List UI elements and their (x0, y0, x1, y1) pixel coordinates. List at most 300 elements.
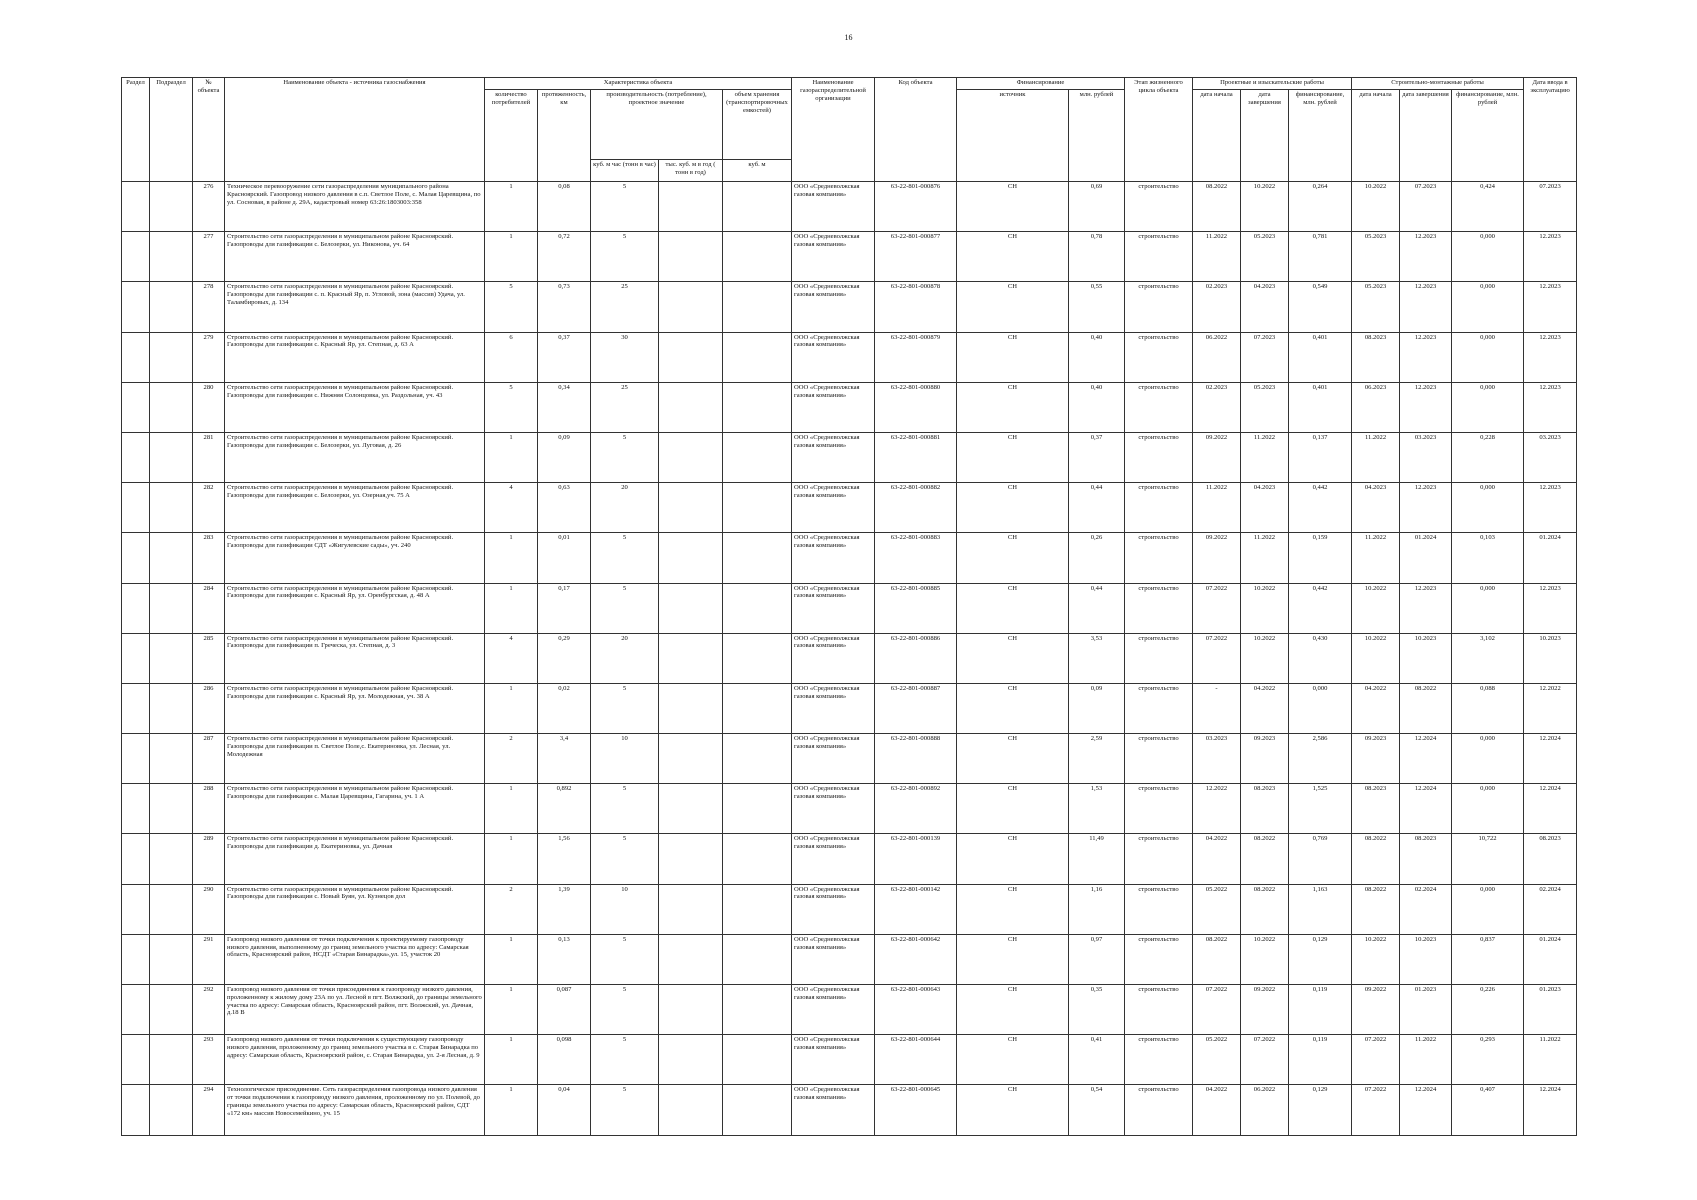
cell-org: ООО «Средневолжская газовая компания» (792, 985, 875, 1035)
cell-smr-end: 12.2023 (1400, 332, 1452, 382)
cell-km: 0,087 (538, 985, 591, 1035)
cell-src: СН (957, 232, 1069, 282)
cell-smr-start: 08.2022 (1352, 834, 1400, 884)
header-kolichestvo: количество потребителей (485, 90, 538, 182)
cell-proekt-end: 11.2022 (1241, 432, 1289, 482)
cell-src: СН (957, 734, 1069, 784)
cell-km: 0,08 (538, 182, 591, 232)
cell-org: ООО «Средневолжская газовая компания» (792, 282, 875, 332)
table-row (122, 332, 1577, 382)
cell-tys-kub (659, 232, 723, 282)
cell-smr-start: 05.2023 (1352, 282, 1400, 332)
table-row (122, 382, 1577, 432)
cell-qty: 1 (485, 182, 538, 232)
cell-stage: строительство (1125, 884, 1193, 934)
cell-razdel (122, 232, 150, 282)
table-row (122, 282, 1577, 332)
cell-m3h: 5 (591, 182, 659, 232)
cell-km: 0,17 (538, 583, 591, 633)
cell-num: 287 (193, 734, 225, 784)
cell-name: Строительство сети газораспределения в муниципальном районе Красноярский. Газопроводы для газификации с. Красный Яр, ул. Степная, д. 63 А (225, 332, 485, 382)
cell-smr-start: 08.2023 (1352, 332, 1400, 382)
cell-num: 279 (193, 332, 225, 382)
cell-num: 283 (193, 533, 225, 583)
cell-tys-kub (659, 382, 723, 432)
cell-stage: строительство (1125, 1085, 1193, 1135)
cell-kub-m (723, 483, 792, 533)
cell-razdel (122, 182, 150, 232)
cell-commission: 01.2024 (1524, 934, 1577, 984)
cell-podrazdel (150, 382, 193, 432)
cell-num: 291 (193, 934, 225, 984)
header-podrazdel: Подраздел (150, 78, 193, 182)
cell-proekt-start: 09.2022 (1193, 432, 1241, 482)
cell-smr-start: 10.2022 (1352, 182, 1400, 232)
cell-proekt-end: 05.2023 (1241, 382, 1289, 432)
cell-code: 63-22-801-000886 (875, 633, 957, 683)
cell-m3h: 5 (591, 834, 659, 884)
cell-razdel (122, 282, 150, 332)
cell-tys-kub (659, 1085, 723, 1135)
cell-mln: 0,55 (1069, 282, 1125, 332)
cell-org: ООО «Средневолжская газовая компания» (792, 683, 875, 733)
cell-qty: 5 (485, 382, 538, 432)
cell-stage: строительство (1125, 583, 1193, 633)
cell-commission: 12.2023 (1524, 583, 1577, 633)
cell-org: ООО «Средневолжская газовая компания» (792, 1085, 875, 1135)
cell-src: СН (957, 633, 1069, 683)
cell-org: ООО «Средневолжская газовая компания» (792, 533, 875, 583)
cell-mln: 0,37 (1069, 432, 1125, 482)
cell-tys-kub (659, 583, 723, 633)
cell-proekt-start: 11.2022 (1193, 232, 1241, 282)
cell-num: 292 (193, 985, 225, 1035)
cell-razdel (122, 683, 150, 733)
cell-smr-end: 10.2023 (1400, 633, 1452, 683)
cell-proekt-start: 04.2022 (1193, 834, 1241, 884)
cell-org: ООО «Средневолжская газовая компания» (792, 633, 875, 683)
cell-code: 63-22-801-000139 (875, 834, 957, 884)
investment-program-table (121, 77, 1577, 1136)
cell-proekt-end: 08.2022 (1241, 834, 1289, 884)
cell-org: ООО «Средневолжская газовая компания» (792, 182, 875, 232)
header-org: Наименование газораспределительной организации (792, 78, 875, 182)
header-charact: Характеристика объекта (485, 78, 792, 90)
cell-name: Газопровод низкого давления от точки присоединения к газопроводу низкого давления, проложенному к жилому дому 23А по ул. Лесной в пгт. Волжский, до границы земельного участка по адресу: Самарская область, Красноярский район, пгт. Волжский, ул. Дачная, д.18 В (225, 985, 485, 1035)
cell-smr-fin: 0,000 (1452, 734, 1524, 784)
cell-code: 63-22-801-000887 (875, 683, 957, 733)
table-row (122, 884, 1577, 934)
cell-podrazdel (150, 432, 193, 482)
cell-stage: строительство (1125, 382, 1193, 432)
cell-m3h: 10 (591, 734, 659, 784)
cell-razdel (122, 432, 150, 482)
cell-tys-kub (659, 784, 723, 834)
cell-qty: 4 (485, 483, 538, 533)
cell-proekt-fin: 0,264 (1289, 182, 1352, 232)
cell-smr-end: 12.2023 (1400, 483, 1452, 533)
cell-podrazdel (150, 533, 193, 583)
header-name: Наименование объекта - источника газоснабжения (225, 78, 485, 182)
cell-razdel (122, 884, 150, 934)
cell-smr-fin: 0,000 (1452, 232, 1524, 282)
cell-src: СН (957, 834, 1069, 884)
cell-smr-fin: 3,102 (1452, 633, 1524, 683)
header-proekt-fin: финансирование, млн. рублей (1289, 90, 1352, 182)
header-smr: Строительно-монтажные работы (1352, 78, 1524, 90)
cell-num: 286 (193, 683, 225, 733)
cell-kub-m (723, 232, 792, 282)
cell-proekt-end: 04.2023 (1241, 282, 1289, 332)
cell-smr-start: 04.2023 (1352, 483, 1400, 533)
cell-podrazdel (150, 934, 193, 984)
cell-smr-start: 11.2022 (1352, 533, 1400, 583)
cell-stage: строительство (1125, 784, 1193, 834)
cell-num: 280 (193, 382, 225, 432)
cell-m3h: 25 (591, 282, 659, 332)
cell-src: СН (957, 282, 1069, 332)
cell-num: 290 (193, 884, 225, 934)
table-body (122, 182, 1577, 1136)
cell-razdel (122, 834, 150, 884)
cell-smr-fin: 10,722 (1452, 834, 1524, 884)
cell-qty: 2 (485, 734, 538, 784)
cell-name: Строительство сети газораспределения в муниципальном районе Красноярский. Газопроводы для газификации СДТ «Жигулевские сады», уч. 240 (225, 533, 485, 583)
cell-tys-kub (659, 282, 723, 332)
cell-km: 0,29 (538, 633, 591, 683)
cell-stage: строительство (1125, 985, 1193, 1035)
cell-smr-start: 08.2023 (1352, 784, 1400, 834)
cell-proekt-end: 06.2022 (1241, 1085, 1289, 1135)
cell-org: ООО «Средневолжская газовая компания» (792, 884, 875, 934)
cell-name: Строительство сети газораспределения в муниципальном районе Красноярский. Газопроводы для газификации с. Красный Яр, ул. Молодежная, уч. 38 А (225, 683, 485, 733)
cell-smr-fin: 0,407 (1452, 1085, 1524, 1135)
cell-commission: 12.2022 (1524, 683, 1577, 733)
cell-smr-start: 09.2022 (1352, 985, 1400, 1035)
cell-m3h: 5 (591, 432, 659, 482)
cell-smr-start: 04.2022 (1352, 683, 1400, 733)
cell-src: СН (957, 784, 1069, 834)
header-proekt: Проектные и изыскательские работы (1193, 78, 1352, 90)
cell-org: ООО «Средневолжская газовая компания» (792, 583, 875, 633)
cell-km: 0,37 (538, 332, 591, 382)
cell-m3h: 5 (591, 683, 659, 733)
cell-org: ООО «Средневолжская газовая компания» (792, 483, 875, 533)
cell-smr-fin: 0,228 (1452, 432, 1524, 482)
cell-proekt-fin: 0,159 (1289, 533, 1352, 583)
cell-proekt-start: 12.2022 (1193, 784, 1241, 834)
cell-podrazdel (150, 182, 193, 232)
cell-km: 0,098 (538, 1035, 591, 1085)
table-row (122, 583, 1577, 633)
cell-stage: строительство (1125, 232, 1193, 282)
cell-m3h: 5 (591, 1085, 659, 1135)
cell-code: 63-22-801-000645 (875, 1085, 957, 1135)
header-etap: Этап жизненного цикла объекта (1125, 78, 1193, 182)
cell-mln: 0,78 (1069, 232, 1125, 282)
cell-commission: 07.2023 (1524, 182, 1577, 232)
cell-mln: 1,16 (1069, 884, 1125, 934)
cell-smr-end: 03.2023 (1400, 432, 1452, 482)
header-mln: млн. рублей (1069, 90, 1125, 182)
cell-razdel (122, 483, 150, 533)
cell-razdel (122, 784, 150, 834)
cell-code: 63-22-801-000881 (875, 432, 957, 482)
cell-name: Строительство сети газораспределения в муниципальном районе Красноярский. Газопроводы для газификации с. Малая Царевщина, Гагарина, уч. 1 А (225, 784, 485, 834)
cell-mln: 0,09 (1069, 683, 1125, 733)
header-kub-chas: куб. м час (тонн в час) (591, 160, 659, 182)
cell-kub-m (723, 1035, 792, 1085)
cell-proekt-fin: 0,769 (1289, 834, 1352, 884)
cell-qty: 1 (485, 784, 538, 834)
cell-proekt-fin: 0,401 (1289, 332, 1352, 382)
table-row (122, 784, 1577, 834)
cell-podrazdel (150, 834, 193, 884)
cell-km: 3,4 (538, 734, 591, 784)
cell-commission: 12.2023 (1524, 282, 1577, 332)
header-proekt-start: дата начала (1193, 90, 1241, 182)
cell-smr-start: 05.2023 (1352, 232, 1400, 282)
cell-smr-end: 08.2022 (1400, 683, 1452, 733)
cell-smr-end: 12.2024 (1400, 1085, 1452, 1135)
cell-src: СН (957, 432, 1069, 482)
cell-commission: 12.2024 (1524, 734, 1577, 784)
cell-tys-kub (659, 985, 723, 1035)
table-row (122, 633, 1577, 683)
cell-code: 63-22-801-000878 (875, 282, 957, 332)
cell-m3h: 20 (591, 633, 659, 683)
cell-commission: 12.2023 (1524, 483, 1577, 533)
cell-m3h: 10 (591, 884, 659, 934)
cell-podrazdel (150, 282, 193, 332)
header-smr-fin: финансирование, млн. рублей (1452, 90, 1524, 182)
cell-code: 63-22-801-000142 (875, 884, 957, 934)
cell-src: СН (957, 934, 1069, 984)
cell-razdel (122, 734, 150, 784)
cell-stage: строительство (1125, 483, 1193, 533)
cell-code: 63-22-801-000885 (875, 583, 957, 633)
cell-razdel (122, 985, 150, 1035)
cell-mln: 0,35 (1069, 985, 1125, 1035)
cell-qty: 1 (485, 432, 538, 482)
cell-proekt-fin: 0,442 (1289, 583, 1352, 633)
cell-kub-m (723, 784, 792, 834)
cell-commission: 12.2023 (1524, 382, 1577, 432)
cell-qty: 5 (485, 282, 538, 332)
cell-src: СН (957, 884, 1069, 934)
cell-proekt-end: 11.2022 (1241, 533, 1289, 583)
cell-smr-end: 11.2022 (1400, 1035, 1452, 1085)
cell-km: 0,34 (538, 382, 591, 432)
cell-num: 278 (193, 282, 225, 332)
cell-proekt-fin: 0,430 (1289, 633, 1352, 683)
cell-km: 0,72 (538, 232, 591, 282)
cell-smr-start: 08.2022 (1352, 884, 1400, 934)
cell-commission: 02.2024 (1524, 884, 1577, 934)
cell-proekt-start: 07.2022 (1193, 583, 1241, 633)
header-protyazhennost: протяженность, км (538, 90, 591, 182)
cell-org: ООО «Средневолжская газовая компания» (792, 734, 875, 784)
cell-proekt-start: 07.2022 (1193, 633, 1241, 683)
cell-proekt-end: 07.2023 (1241, 332, 1289, 382)
cell-stage: строительство (1125, 182, 1193, 232)
cell-mln: 3,53 (1069, 633, 1125, 683)
cell-src: СН (957, 332, 1069, 382)
cell-num: 293 (193, 1035, 225, 1085)
cell-razdel (122, 934, 150, 984)
cell-smr-end: 07.2023 (1400, 182, 1452, 232)
cell-mln: 0,40 (1069, 332, 1125, 382)
cell-smr-start: 10.2022 (1352, 583, 1400, 633)
cell-km: 0,63 (538, 483, 591, 533)
cell-proekt-start: 06.2022 (1193, 332, 1241, 382)
cell-code: 63-22-801-000892 (875, 784, 957, 834)
cell-m3h: 5 (591, 583, 659, 633)
cell-podrazdel (150, 683, 193, 733)
cell-m3h: 30 (591, 332, 659, 382)
cell-commission: 01.2024 (1524, 533, 1577, 583)
cell-tys-kub (659, 834, 723, 884)
cell-smr-start: 10.2022 (1352, 934, 1400, 984)
cell-code: 63-22-801-000877 (875, 232, 957, 282)
cell-smr-end: 12.2024 (1400, 784, 1452, 834)
cell-num: 285 (193, 633, 225, 683)
cell-mln: 0,97 (1069, 934, 1125, 984)
cell-code: 63-22-801-000882 (875, 483, 957, 533)
cell-commission: 10.2023 (1524, 633, 1577, 683)
cell-mln: 0,44 (1069, 483, 1125, 533)
cell-stage: строительство (1125, 432, 1193, 482)
cell-code: 63-22-801-000876 (875, 182, 957, 232)
cell-proekt-fin: 0,119 (1289, 1035, 1352, 1085)
table-row (122, 432, 1577, 482)
header-proekt-end: дата завершения (1241, 90, 1289, 182)
table-row (122, 1085, 1577, 1135)
cell-smr-fin: 0,000 (1452, 884, 1524, 934)
cell-podrazdel (150, 232, 193, 282)
cell-code: 63-22-801-000642 (875, 934, 957, 984)
cell-name: Строительство сети газораспределения в муниципальном районе Красноярский. Газопроводы для газификации п. Светлое Поле,с. Екатериновка, ул. Лесная, ул. Молодежная (225, 734, 485, 784)
cell-km: 0,01 (538, 533, 591, 583)
cell-tys-kub (659, 683, 723, 733)
cell-proekt-fin: 0,781 (1289, 232, 1352, 282)
cell-smr-fin: 0,000 (1452, 332, 1524, 382)
header-vvod: Дата ввода в эксплуатацию (1524, 78, 1577, 182)
cell-qty: 1 (485, 232, 538, 282)
cell-proekt-end: 07.2022 (1241, 1035, 1289, 1085)
cell-smr-end: 12.2024 (1400, 734, 1452, 784)
cell-kub-m (723, 382, 792, 432)
cell-mln: 2,59 (1069, 734, 1125, 784)
cell-proekt-fin: 0,000 (1289, 683, 1352, 733)
cell-name: Строительство сети газораспределения в муниципальном районе Красноярский. Газопроводы для газификации с. Нижняя Солонцовка, ул. Раздольная, уч. 43 (225, 382, 485, 432)
cell-m3h: 5 (591, 1035, 659, 1085)
table-row (122, 683, 1577, 733)
cell-qty: 6 (485, 332, 538, 382)
cell-num: 284 (193, 583, 225, 633)
cell-src: СН (957, 182, 1069, 232)
cell-smr-fin: 0,000 (1452, 282, 1524, 332)
table-row (122, 232, 1577, 282)
header-kod: Код объекта (875, 78, 957, 182)
cell-qty: 1 (485, 533, 538, 583)
cell-kub-m (723, 834, 792, 884)
cell-tys-kub (659, 332, 723, 382)
cell-podrazdel (150, 483, 193, 533)
cell-stage: строительство (1125, 332, 1193, 382)
cell-podrazdel (150, 734, 193, 784)
cell-name: Строительство сети газораспределения в муниципальном районе Красноярский. Газопроводы для газификации с. Белозерки, ул. Никонова, уч. 64 (225, 232, 485, 282)
cell-commission: 03.2023 (1524, 432, 1577, 482)
cell-m3h: 20 (591, 483, 659, 533)
cell-proekt-start: 11.2022 (1193, 483, 1241, 533)
cell-km: 0,73 (538, 282, 591, 332)
cell-proekt-fin: 0,442 (1289, 483, 1352, 533)
cell-qty: 2 (485, 884, 538, 934)
cell-kub-m (723, 583, 792, 633)
cell-name: Строительство сети газораспределения в муниципальном районе Красноярский. Газопроводы для газификации с. Белозерки, ул. Озерная,уч. 75 А (225, 483, 485, 533)
cell-qty: 1 (485, 683, 538, 733)
cell-src: СН (957, 1035, 1069, 1085)
cell-podrazdel (150, 633, 193, 683)
cell-razdel (122, 332, 150, 382)
cell-smr-end: 01.2023 (1400, 985, 1452, 1035)
cell-qty: 1 (485, 1035, 538, 1085)
table-row (122, 182, 1577, 232)
cell-m3h: 25 (591, 382, 659, 432)
cell-smr-start: 06.2023 (1352, 382, 1400, 432)
table-row (122, 1035, 1577, 1085)
cell-proekt-end: 08.2022 (1241, 884, 1289, 934)
cell-smr-start: 11.2022 (1352, 432, 1400, 482)
cell-m3h: 5 (591, 934, 659, 984)
cell-smr-start: 09.2023 (1352, 734, 1400, 784)
cell-proekt-fin: 0,549 (1289, 282, 1352, 332)
cell-name: Строительство сети газораспределения в муниципальном районе Красноярский. Газопроводы для газификации с. Новый Буян, ул. Кузнецов дол (225, 884, 485, 934)
cell-proekt-fin: 0,137 (1289, 432, 1352, 482)
cell-proekt-end: 10.2022 (1241, 934, 1289, 984)
cell-mln: 0,69 (1069, 182, 1125, 232)
cell-stage: строительство (1125, 282, 1193, 332)
cell-num: 289 (193, 834, 225, 884)
cell-src: СН (957, 985, 1069, 1035)
header-razdel: Раздел (122, 78, 150, 182)
header-nomer: № объекта (193, 78, 225, 182)
cell-proekt-start: 09.2022 (1193, 533, 1241, 583)
cell-proekt-start: 02.2023 (1193, 282, 1241, 332)
cell-stage: строительство (1125, 934, 1193, 984)
cell-kub-m (723, 282, 792, 332)
page-number: 16 (844, 33, 853, 42)
cell-code: 63-22-801-000888 (875, 734, 957, 784)
cell-proekt-start: 07.2022 (1193, 985, 1241, 1035)
cell-smr-end: 10.2023 (1400, 934, 1452, 984)
cell-smr-fin: 0,293 (1452, 1035, 1524, 1085)
cell-smr-end: 12.2023 (1400, 382, 1452, 432)
table-row (122, 985, 1577, 1035)
cell-kub-m (723, 683, 792, 733)
cell-smr-fin: 0,837 (1452, 934, 1524, 984)
cell-kub-m (723, 985, 792, 1035)
cell-podrazdel (150, 784, 193, 834)
cell-proekt-start: 05.2022 (1193, 1035, 1241, 1085)
cell-src: СН (957, 533, 1069, 583)
cell-smr-end: 02.2024 (1400, 884, 1452, 934)
cell-tys-kub (659, 734, 723, 784)
cell-org: ООО «Средневолжская газовая компания» (792, 232, 875, 282)
cell-tys-kub (659, 483, 723, 533)
cell-kub-m (723, 884, 792, 934)
